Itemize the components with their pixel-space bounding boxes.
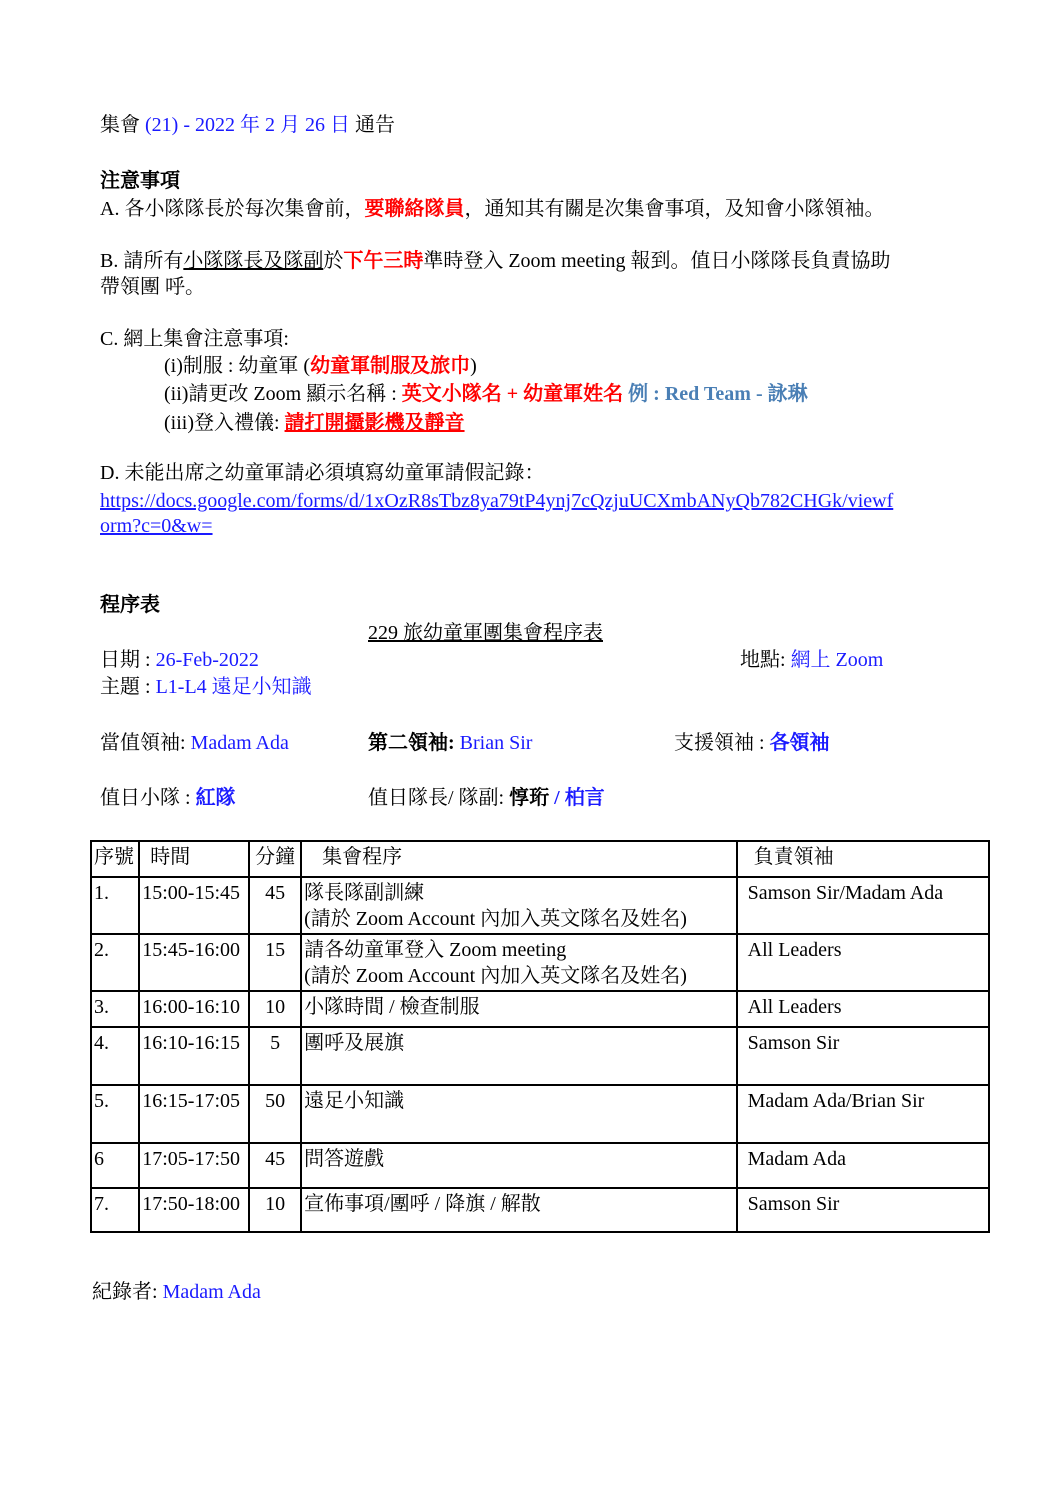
row-minutes: 10 xyxy=(249,1188,301,1232)
duty-pl-value: 惇珩 xyxy=(509,787,550,809)
row-minutes: 45 xyxy=(249,877,301,934)
note-c-iii-pre: (iii)登入禮儀: xyxy=(164,412,285,434)
row-time: 17:05-17:50 xyxy=(139,1143,249,1188)
header-leader: 負責領袖 xyxy=(737,841,989,877)
notes-heading: 注意事項 xyxy=(100,170,180,192)
second-leader xyxy=(368,730,532,756)
duty-leader-label: 當值領袖: xyxy=(100,732,191,754)
row-time: 16:00-16:10 xyxy=(139,991,249,1027)
row-leader: Samson Sir xyxy=(737,1188,989,1232)
duty-patrol-value: 紅隊 xyxy=(195,787,236,809)
row-program: 團呼及展旗 xyxy=(301,1027,737,1085)
program-venue xyxy=(740,647,883,673)
duty-pl xyxy=(368,785,605,811)
table-row xyxy=(91,934,989,991)
table-header-row xyxy=(91,841,989,877)
duty-leader-value: Madam Ada xyxy=(190,732,289,754)
venue-label: 地點: xyxy=(740,649,791,671)
row-time: 16:10-16:15 xyxy=(139,1027,249,1085)
note-c-i-post: ) xyxy=(470,355,477,377)
table-row xyxy=(91,1143,989,1188)
row-no: 6 xyxy=(91,1143,139,1188)
schedule-table xyxy=(90,840,990,1233)
note-a-post: ，通知其有關是次集會事項，及知會小隊領袖。 xyxy=(464,198,885,220)
note-a-pre: A. 各小隊隊長於每次集會前， xyxy=(100,198,365,220)
row-program: 遠足小知識 xyxy=(301,1085,737,1143)
date-value: 26-Feb-2022 xyxy=(155,649,259,671)
note-a xyxy=(100,196,884,222)
note-b-highlight: 下午三時 xyxy=(343,250,424,272)
note-c-ii-highlight: 英文小隊名 + 幼童軍姓名 xyxy=(401,383,624,405)
leave-form-link[interactable] xyxy=(100,488,893,514)
header-program: 集會程序 xyxy=(301,841,737,877)
program-date xyxy=(100,647,259,673)
row-leader: Samson Sir/Madam Ada xyxy=(737,877,989,934)
theme-value: L1-L4 遠足小知識 xyxy=(155,676,312,698)
leave-form-link-line2[interactable]: orm?c=0&w= xyxy=(100,515,213,537)
note-b-underlined: 小隊隊長及隊副 xyxy=(183,250,324,272)
recorder-label: 紀錄者: xyxy=(92,1281,163,1303)
row-minutes: 15 xyxy=(249,934,301,991)
row-time: 15:45-16:00 xyxy=(139,934,249,991)
note-c-iii-highlight: 請打開攝影機及靜音 xyxy=(284,412,465,434)
row-no: 7. xyxy=(91,1188,139,1232)
row-item: 請各幼童軍登入 Zoom meeting xyxy=(304,939,567,961)
recorder xyxy=(92,1279,261,1305)
note-c-ii xyxy=(164,381,808,407)
note-c-ii-pre: (ii)請更改 Zoom 顯示名稱 : xyxy=(164,383,402,405)
note-c-i xyxy=(164,353,477,379)
note-c-title: C. 網上集會注意事項: xyxy=(100,328,289,350)
support-leader xyxy=(674,730,830,756)
row-note: (請於 Zoom Account 內加入英文隊名及姓名) xyxy=(304,908,687,930)
leave-form-link-cont[interactable] xyxy=(100,513,213,539)
leave-form-link-line1[interactable]: https://docs.google.com/forms/d/1xOzR8sTbz8ya79tP4ynj7cQzjuUCXmbANyQb782CHGk/viewf xyxy=(100,490,894,512)
second-leader-value: Brian Sir xyxy=(459,732,533,754)
row-minutes: 50 xyxy=(249,1085,301,1143)
row-leader: All Leaders xyxy=(737,991,989,1027)
row-leader: Samson Sir xyxy=(737,1027,989,1085)
duty-pl-sep: / xyxy=(549,787,565,809)
row-time: 17:50-18:00 xyxy=(139,1188,249,1232)
duty-leader xyxy=(100,730,289,756)
support-leader-value: 各領袖 xyxy=(769,732,830,754)
note-d-text: D. 未能出席之幼童軍請必須填寫幼童軍請假記錄： xyxy=(100,462,545,484)
row-no: 5. xyxy=(91,1085,139,1143)
row-note: (請於 Zoom Account 內加入英文隊名及姓名) xyxy=(304,965,687,987)
row-no: 2. xyxy=(91,934,139,991)
row-program: 宣佈事項/團呼 / 降旗 / 解散 xyxy=(301,1188,737,1232)
row-no: 1. xyxy=(91,877,139,934)
row-time: 16:15-17:05 xyxy=(139,1085,249,1143)
note-c-ii-example: 例 : Red Team - 詠琳 xyxy=(623,383,808,405)
row-item: 隊長隊副訓練 xyxy=(304,882,425,904)
row-minutes: 5 xyxy=(249,1027,301,1085)
program-heading: 程序表 xyxy=(100,594,160,616)
meeting-date: 2022 年 2 月 26 日 xyxy=(194,114,350,136)
row-time: 15:00-15:45 xyxy=(139,877,249,934)
table-row xyxy=(91,1027,989,1085)
title-prefix: 集會 xyxy=(100,114,140,136)
note-b-mid: 於 xyxy=(323,250,344,272)
row-minutes: 10 xyxy=(249,991,301,1027)
program-theme xyxy=(100,674,312,700)
notice-title xyxy=(100,112,395,138)
duty-pl-label: 值日隊長/ 隊副: xyxy=(368,787,510,809)
note-c-i-pre: (i)制服 : 幼童軍 ( xyxy=(164,355,311,377)
header-time: 時間 xyxy=(139,841,249,877)
duty-apl-value: 柏言 xyxy=(564,787,605,809)
note-b xyxy=(100,248,891,274)
row-program: 小隊時間 / 檢查制服 xyxy=(301,991,737,1027)
venue-value: 網上 Zoom xyxy=(790,649,884,671)
header-no: 序號 xyxy=(91,841,139,877)
table-row xyxy=(91,1188,989,1232)
note-b-line2: 帶領團 呼。 xyxy=(100,276,205,298)
note-c-i-highlight: 幼童軍制服及旅巾 xyxy=(310,355,471,377)
date-label: 日期 : xyxy=(100,649,156,671)
header-minutes: 分鐘 xyxy=(249,841,301,877)
row-no: 3. xyxy=(91,991,139,1027)
duty-patrol xyxy=(100,785,236,811)
table-row xyxy=(91,991,989,1027)
table-row xyxy=(91,1085,989,1143)
recorder-value: Madam Ada xyxy=(162,1281,261,1303)
note-b-pre: B. 請所有 xyxy=(100,250,184,272)
note-a-highlight: 要聯絡隊員 xyxy=(364,198,465,220)
table-row xyxy=(91,877,989,934)
row-no: 4. xyxy=(91,1027,139,1085)
row-minutes: 45 xyxy=(249,1143,301,1188)
row-program xyxy=(301,877,737,934)
note-c-iii xyxy=(164,410,465,436)
theme-label: 主題 : xyxy=(100,676,156,698)
row-leader: Madam Ada xyxy=(737,1143,989,1188)
row-leader: All Leaders xyxy=(737,934,989,991)
meeting-number: (21) - xyxy=(145,114,190,136)
row-program xyxy=(301,934,737,991)
second-leader-label: 第二領袖: xyxy=(368,732,460,754)
program-title: 229 旅幼童軍團集會程序表 xyxy=(368,622,603,644)
support-leader-label: 支援領袖 : xyxy=(674,732,770,754)
row-program: 問答遊戲 xyxy=(301,1143,737,1188)
duty-patrol-label: 值日小隊 : xyxy=(100,787,196,809)
title-suffix: 通告 xyxy=(354,114,395,136)
note-b-post: 準時登入 Zoom meeting 報到。值日小隊隊長負責協助 xyxy=(423,250,891,272)
row-leader: Madam Ada/Brian Sir xyxy=(737,1085,989,1143)
